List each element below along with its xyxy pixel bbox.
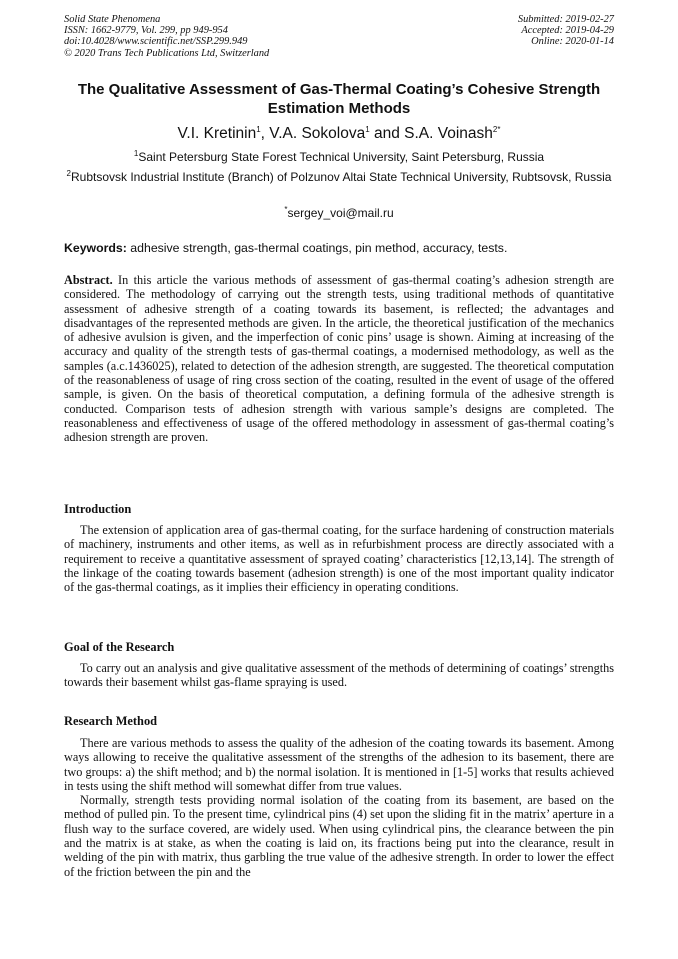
paragraph: There are various methods to assess the quality of the adhesion of the coating towards its basement. Among ways allowing to receive the qualitative assessment of the strengths of the adhesion to its basement, there are two groups: a) the shift method; and b) the normal isolation. It is mentioned in [1-5] works that results achieved in tests using the shift method will somewhat differ from true values. bbox=[64, 736, 614, 793]
copyright-line: © 2020 Trans Tech Publications Ltd, Switzerland bbox=[64, 47, 270, 59]
keywords bbox=[64, 241, 614, 256]
paragraph: Normally, strength tests providing normal isolation of the coating from its basement, are based on the method of pulled pin. To the present time, cylindrical pins (4) set upon the sliding fit in the matrix’ aperture in a flush way to the surface covered, are widely used. When using cylindrical pins, the clearance between the pin and the matrix is at stake, as when the coating is laid on, its fractions being put into the clearance, result in welding of the pin with matrix, thus garbling the true value of the adhesive strength. In order to lower the effect of the friction between the pin and the bbox=[64, 793, 614, 879]
section-introduction bbox=[64, 523, 614, 594]
contact-email bbox=[64, 206, 614, 222]
section-goal bbox=[64, 661, 614, 690]
author-affiliation-mark: 1 bbox=[365, 124, 370, 134]
section-heading: Goal of the Research bbox=[64, 640, 175, 654]
section-heading: Research Method bbox=[64, 714, 158, 728]
online-date: Online: 2020-01-14 bbox=[531, 36, 614, 48]
author-separator: , bbox=[260, 125, 270, 142]
author-name: V.I. Kretinin bbox=[177, 125, 257, 142]
section-heading: Introduction bbox=[64, 502, 132, 516]
author-name: V.A. Sokolova bbox=[269, 125, 366, 142]
author-affiliation-mark: 1 bbox=[256, 124, 261, 134]
doi-line: doi:10.4028/www.scientific.net/SSP.299.949 bbox=[64, 36, 248, 48]
submitted-date: Submitted: 2019-02-27 bbox=[517, 14, 614, 25]
affiliation-mark: 2 bbox=[66, 169, 71, 178]
keywords-label: Keywords: bbox=[64, 241, 127, 255]
email-text[interactable]: sergey_voi@mail.ru bbox=[287, 206, 394, 220]
keywords-text: adhesive strength, gas-thermal coatings, pin method, accuracy, tests. bbox=[130, 241, 508, 255]
author-name: S.A. Voinash bbox=[404, 125, 493, 142]
affiliation-text: Saint Petersburg State Forest Technical University, Saint Petersburg, Russia bbox=[138, 150, 545, 164]
author-list bbox=[64, 124, 614, 143]
affiliation-1 bbox=[64, 150, 614, 166]
journal-info bbox=[64, 14, 269, 59]
abstract-text: In this article the various methods of assessment of gas-thermal coating’s adhesion strength are considered. The methodology of carrying out the strength tests, using traditional methods of quantitative assessment of adhesive strength of a coating towards its basement, is reflected; the advantages and disadvantages of the represented methods are given. In the article, the theoretical justification of the mechanics of adhesive avulsion is given, and the imperfection of conic pins’ usage is shown. Aiming at increasing of the accuracy and quality of the strength tests of gas-thermal coatings, a modernised methodology, as well as the samples (a.c.1436025), related to detection of the adhesion strength, are suggested. The theoretical computation of the reasonableness of usage of ring cross section of the coating, resulted in the event of usage of the offered sample, is given. On the basis of theoretical computation, a defining formula of the adhesive strength is conducted. Comparison tests of adhesion strength with various sample’s designs are completed. The reasonableness and effectiveness of usage of the offered methodology in assessment of gas-thermal coating’s adhesion strength are proven. bbox=[64, 273, 614, 445]
accepted-date: Accepted: 2019-04-29 bbox=[521, 25, 614, 37]
abstract bbox=[64, 273, 614, 445]
affiliation-text: Rubtsovsk Industrial Institute (Branch) of Polzunov Altai State Technical University, Rubtsovsk, Russia bbox=[70, 170, 612, 184]
journal-name: Solid State Phenomena bbox=[64, 14, 161, 25]
paragraph: The extension of application area of gas-thermal coating, for the surface hardening of construction materials of machinery, instruments and other items, as well as in refurbishment process are directly associated with a requirement to receive a quantitative assessment of sprayed coating’ characteristics [12,13,14]. The strength of the linkage of the coating towards basement (adhesion strength) is one of the most important quality indicator of the gas-thermal coatings, as it implies their efficiency in operating conditions. bbox=[64, 523, 614, 595]
affiliation-mark: 1 bbox=[133, 149, 139, 158]
abstract-label: Abstract. bbox=[64, 273, 113, 287]
author-affiliation-mark: 2* bbox=[492, 124, 501, 134]
paper-title: The Qualitative Assessment of Gas-Thermal Coating’s Cohesive Strength Estimation Methods bbox=[77, 81, 601, 117]
issn-line: ISSN: 1662-9779, Vol. 299, pp 949-954 bbox=[64, 25, 228, 37]
paragraph: To carry out an analysis and give qualitative assessment of the methods of determining of coatings’ strengths towards their basement whilst gas-flame spraying is used. bbox=[64, 661, 614, 690]
author-conjunction: and bbox=[369, 125, 405, 142]
publication-dates bbox=[518, 14, 614, 48]
email-mark: * bbox=[284, 205, 288, 214]
affiliation-2 bbox=[64, 170, 614, 186]
section-research-method bbox=[64, 736, 614, 879]
